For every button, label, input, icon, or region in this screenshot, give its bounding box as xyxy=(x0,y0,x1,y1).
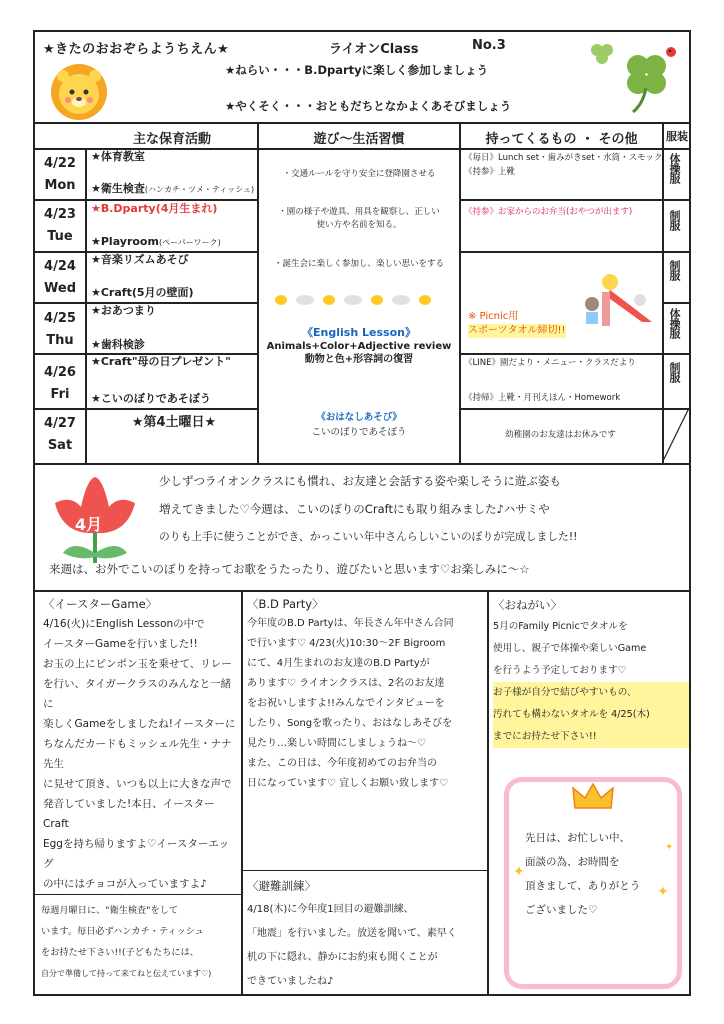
english-lesson-title: 《English Lesson》 xyxy=(302,326,416,339)
sparkle-icon: ✦ xyxy=(665,842,674,853)
intro-line: 来週は、お外でこいのぼりを持ってお歌をうたったり、遊びたいと思います♡お楽しみに～☆ xyxy=(49,562,530,576)
items-line: 《持帰》上靴・月刊えほん・Homework xyxy=(464,393,621,403)
habit-text: ・誕生会に楽しく参加し、楽しい思いをする xyxy=(273,259,444,269)
activity-1: ★第4土曜日★ xyxy=(131,415,217,430)
story-body: こいのぼりであそぼう xyxy=(311,427,407,438)
drill-section: 〈避難訓練〉 4/18(木)に今年度1回目の避難訓練、 「地震」を行いました。放送を聞いて、素早く 机の下に隠れ、静かにお約束も聞くことが できていましたね♪ xyxy=(247,879,457,987)
date-cell: 4/26 Fri xyxy=(44,365,76,402)
activity-2: ★歯科検診 xyxy=(91,338,145,351)
class-name: ライオンClass xyxy=(329,42,419,57)
header-activities: 主な保育活動 xyxy=(132,132,211,147)
english-lesson-line: Animals+Color+Adjective review xyxy=(266,341,452,352)
bdparty-section: 〈B.D Party〉 今年度のB.D Partyは、年長さん年中さん合同 で行います♡ 4/23(火)10:30～2F Bigroom にて、4月生まれのお友達のB.D Partyが あります♡ ライオンクラスは、2名のお友達 をお祝いしますよ!!みんなでインタビューを したり、Songを歌ったり、おはなしあそびを 見たり…楽しい時間にしましょうね～♡ また、この日は、今年度初めてのお弁当の 日になっています♡ 宜しくお願い致します♡ xyxy=(247,597,454,789)
lion-icon xyxy=(47,62,111,122)
items-line: 《持参》上靴 xyxy=(464,167,516,177)
butterfly-border-icon xyxy=(273,290,445,310)
intro-line: のりも上手に使うことができ、かっこいい年中さんらしいこいのぼりが完成しました!! xyxy=(159,530,578,543)
clothes-cell: 制服 xyxy=(668,260,681,280)
story-title: 《おはなしあそび》 xyxy=(316,412,402,423)
items-line: 幼稚園のお友達はお休みです xyxy=(505,430,616,440)
sparkle-icon: ✦ xyxy=(513,864,525,880)
header-play-habits: 遊び～生活習慣 xyxy=(313,132,405,147)
date-cell: 4/24 Wed xyxy=(44,259,76,296)
clothes-cell: 体操服 xyxy=(668,153,681,183)
slide-illustration-icon xyxy=(580,270,660,328)
aim-text: ★ねらい・・・B.Dpartyに楽しく参加しましょう xyxy=(225,63,489,77)
activity-1: ★B.Dparty(4月生まれ) xyxy=(91,202,218,215)
empty-cell-slash xyxy=(662,408,689,463)
header-belongings: 持ってくるもの ・ その他 xyxy=(485,132,638,147)
intro-line: 少しずつライオンクラスにも慣れ、お友達と会話する姿や楽しそうに遊ぶ姿も xyxy=(159,474,561,488)
activity-2: ★衛生検査(ハンカチ・ツメ・ティッシュ) xyxy=(91,182,255,195)
intro-line: 増えてきました♡今週は、こいのぼりのCraftにも取り組みました♪ハサミや xyxy=(159,502,550,516)
hygiene-note: 毎週月曜日に、"衛生検査"をして います。毎日必ずハンカチ・ティッシュ をお持たせ下さい!!(子どもたちには、 自分で準備して持って来てねと伝えています♡) xyxy=(41,905,212,978)
sparkle-icon: ✦ xyxy=(657,884,669,900)
clothes-cell: 制服 xyxy=(668,362,681,382)
easter-section: 〈イースターGame〉 4/16(火)にEnglish Lessonの中で イースターGameを行いました!! お玉の上にピンポン玉を乗せて、リレー を行い、タイガークラスのみんなと一緒に 楽しくGameをしましたね!イースターに ちなんだカードもミッシェル先生・ナナ先生 に見せて頂き、いつも以上に大きな声で 発音していました!本日、イースターCraft Eggを持ち帰りますよ♡イースターエッグ の中にはチョコが入っていますよ♪ xyxy=(43,597,236,890)
date-cell: 4/27 Sat xyxy=(44,416,76,453)
thanks-message: 先日は、お忙しい中、 面談の為、お時間を 頂きまして、ありがとう ございました♡ xyxy=(525,832,641,916)
clover-icon xyxy=(583,38,683,114)
picnic-note: ※ Picnic用 スポーツタオル締切!! xyxy=(468,311,566,336)
habit-text: ・園の様子や遊具、用具を観察し、正しい xyxy=(278,207,440,217)
promise-text: ★やくそく・・・おともだちとなかよくあそびましょう xyxy=(225,99,512,113)
english-lesson-line: 動物と色+形容詞の復習 xyxy=(304,354,414,365)
clothes-cell: 制服 xyxy=(668,210,681,230)
items-line: 《LINE》園だより・メニュー・クラスだより xyxy=(464,358,636,368)
items-line: 《持参》お家からのお弁当(おやつが出ます) xyxy=(464,207,633,217)
activity-2: ★Craft(5月の壁面) xyxy=(91,286,194,299)
activity-1: ★音楽リズムあそび xyxy=(91,253,189,266)
crown-icon xyxy=(571,782,615,812)
school-title: ★きたのおおぞらようちえん★ xyxy=(43,42,230,57)
date-cell: 4/22 Mon xyxy=(44,156,76,193)
activity-2: ★Playroom(ペーパーワーク) xyxy=(91,235,221,248)
newsletter-page xyxy=(33,30,691,996)
clothes-cell: 体操服 xyxy=(668,308,681,338)
date-cell: 4/23 Tue xyxy=(44,207,76,244)
month-badge: 4月 xyxy=(75,515,103,534)
request-section: 〈おねがい〉 5月のFamily Picnicでタオルを 使用し、親子で体操や楽しいGame を行うよう予定しております♡ お子様が自分で結びやすいもの、 汚れても構わないタオルを 4/25(木) までにお持たせ下さい!! xyxy=(493,594,689,748)
header-clothes: 服装 xyxy=(666,130,688,143)
activity-1: ★おあつまり xyxy=(91,304,156,317)
items-line: 《毎日》Lunch set・歯みがきset・水筒・スモック xyxy=(464,153,663,163)
activity-2: ★こいのぼりであそぼう xyxy=(91,392,211,405)
activity-1: ★Craft"母の日プレゼント" xyxy=(91,355,231,368)
habit-text: ・交通ルールを守り安全に登降園させる xyxy=(282,169,436,179)
date-cell: 4/25 Thu xyxy=(44,311,76,348)
activity-1: ★体育教室 xyxy=(91,150,145,163)
habit-text: 使い方や名前を知る。 xyxy=(316,220,402,230)
issue-number: No.3 xyxy=(472,38,506,53)
